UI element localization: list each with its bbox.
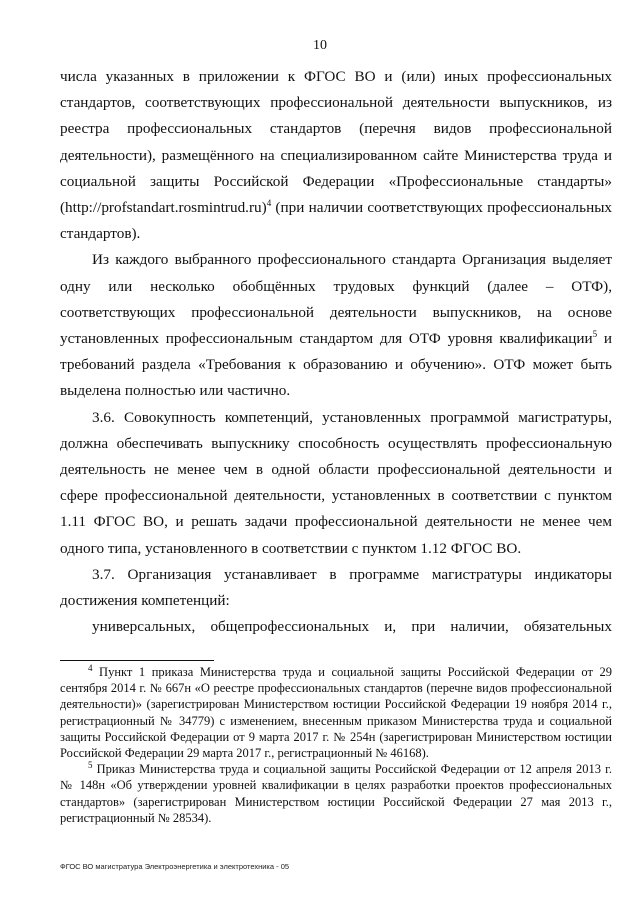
footnote: $^4$ Пункт 1 приказа Министерства труда и социальной защиты Российской Федерации от 29 сентября 2014 г. № 667н «О реестре профессиональных стандартов (перечне видов профессиональной деятельности)» (зарегистрирован Министерством юстиции Российской Федерации 19 ноября 2014 г., регистрационный № 34779) с изменением, внесенным приказом Министерства труда и социальной защиты Российской Федерации от 9 марта 2017 г. № 254н (зарегистрирован Министерством юстиции Российской Федерации 29 марта 2017 г., регистрационный № 46168). (60, 662, 612, 761)
page-footer: ФГОС ВО магистратура Электроэнергетика и электротехника - 05 (60, 862, 290, 871)
body-text (60, 64, 612, 640)
footnote: $^5$ Приказ Министерства труда и социальной защиты Российской Федерации от 12 апреля 2013 г. № 148н «Об утверждении уровней квалификации в целях разработки проектов профессиональных стандартов» (зарегистрирован Министерством юстиции Российской Федерации 27 мая 2013 г., регистрационный № 28534). (60, 760, 612, 825)
footnote-mark: 5 (88, 760, 93, 771)
paragraph: Из каждого выбранного профессионального стандарта Организация выделяет одну или несколько обобщённых трудовых функций (далее – ОТФ), соответствующих профессиональной деятельности выпускников, на основе установленных профессиональным стандартом для ОТФ уровня квалификации$^5$ и требований раздела «Требования к образованию и обучению». ОТФ может быть выделена полностью или частично. (60, 251, 612, 400)
paragraph: числа указанных в приложении к ФГОС ВО и (или) иных профессиональных стандартов, соответствующих профессиональной деятельности выпускников, из реестра профессиональных стандартов (перечня видов профессиональной деятельности), размещённого на специализированном сайте Министерства труда и социальной защиты Российской Федерации «Профессиональные стандарты» (http://profstandart.rosmintrud.ru)$^4$ (при наличии соответствующих профессиональных стандартов). (60, 68, 612, 243)
footnote-mark: 4 (88, 662, 93, 673)
footnote-ref[interactable]: 4 (266, 197, 272, 208)
footnotes (60, 664, 612, 826)
footnote-ref[interactable]: 5 (592, 328, 598, 339)
paragraph: 3.7. Организация устанавливает в программе магистратуры индикаторы достижения компетенций: (60, 565, 612, 610)
paragraph: универсальных, общепрофессиональных и, при наличии, обязательных (92, 618, 612, 636)
page-number: 10 (313, 38, 327, 53)
paragraph: 3.6. Совокупность компетенций, установленных программой магистратуры, должна обеспечивать выпускнику способность осуществлять профессиональную деятельность не менее чем в одной области профессиональной деятельности и сфере профессиональной деятельности, установленных в соответствии с пунктом 1.11 ФГОС ВО, и решать задачи профессиональной деятельности не менее чем одного типа, установленного в соответствии с пунктом 1.12 ФГОС ВО. (60, 408, 612, 557)
footnote-divider (60, 660, 214, 661)
